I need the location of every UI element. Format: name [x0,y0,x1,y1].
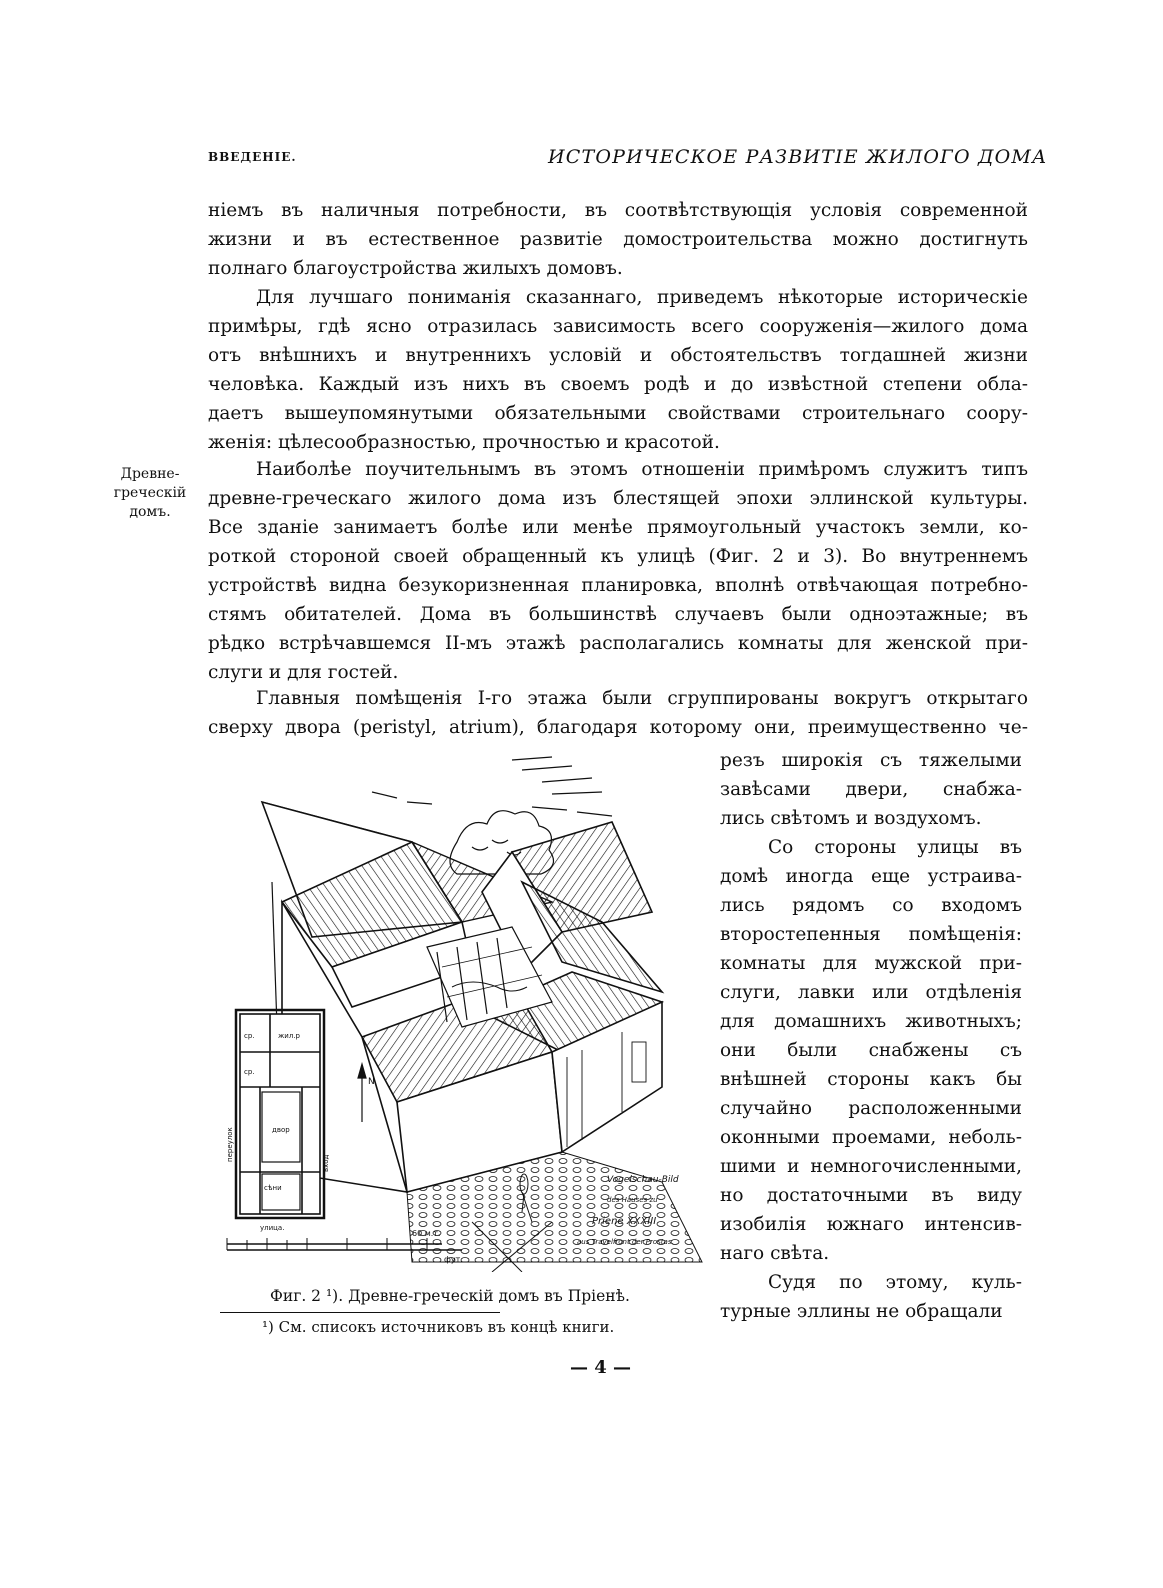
credit-line: Priene XXXIII [592,1216,657,1227]
text-line: Со стороны улицы въ [768,837,1022,858]
text-line: оконными проемами, неболь- [720,1127,1022,1148]
plan-label-vestibule: сѣни [264,1184,282,1192]
scale-label-metres: 60 м.т. [412,1229,441,1238]
text-line: рѣдко встрѣчавшемся II-мъ этажѣ располагались комнаты для женской при- [208,633,1028,654]
text-line: Все зданіе занимаетъ болѣе или менѣе прямоугольный участокъ земли, ко- [208,517,1028,538]
house-illustration [222,752,708,1272]
page-number: — 4 — [570,1357,632,1378]
text-line: они были снабжены съ [720,1040,1022,1061]
margin-note-line: греческій [113,485,187,501]
text-line: наго свѣта. [720,1243,830,1264]
text-line: отъ внѣшнихъ и внутреннихъ условій и обстоятельствъ тогдашней жизни [208,345,1028,366]
text-line: слуги и для гостей. [208,662,399,683]
compass-label: N [368,1077,375,1087]
text-line: домѣ иногда еще устраива- [720,866,1022,887]
plan-label-room: ср. [244,1032,255,1040]
text-line: резъ широкія съ тяжелыми [720,750,1022,771]
floor-plan [226,1010,330,1232]
running-header-title: ИСТОРИЧЕСКОЕ РАЗВИТІЕ ЖИЛОГО ДОМА [548,146,1048,168]
text-line: роткой стороной своей обращенный къ улицѣ (Фиг. 2 и 3). Во внутреннемъ [208,546,1028,567]
text-line: но достаточными въ виду [720,1185,1022,1206]
margin-note-line: Древне- [120,466,180,482]
credit-line: Vogelschau-Bild [607,1175,679,1185]
text-line: Судя по этому, куль- [768,1272,1022,1293]
text-line: Наиболѣе поучительнымъ въ этомъ отношеніи примѣромъ служитъ типъ [256,459,1028,480]
running-header-left: ВВЕДЕНІЕ. [208,150,297,164]
text-line: устройствѣ видна безукоризненная планировка, вполнѣ отвѣчающая потребно- [208,575,1028,596]
plan-label-room-2: ср. [244,1068,255,1076]
text-line: жизни и въ естественное развитіе домостроительства можно достигнуть [208,229,1028,250]
text-line: Главныя помѣщенія I-го этажа были сгруппированы вокругъ открытаго [256,688,1028,709]
sky-strokes [372,757,612,816]
text-line: ніемъ въ наличныя потребности, въ соотвѣтствующія условія современной [208,200,1028,221]
plan-label-living-room: жил.р [278,1032,300,1040]
credit-line: aus Travelfront der Prostas. [577,1238,674,1246]
margin-note-line: домъ. [129,504,171,520]
text-line: сверху двора (peristyl, atrium), благодаря которому они, преимущественно че- [208,717,1028,738]
plan-label-lane: переулок [226,1127,234,1162]
plan-label-courtyard: двор [272,1126,290,1134]
text-line: Для лучшаго пониманія сказаннаго, приведемъ нѣкоторые историческіе [256,287,1028,308]
text-line: турные эллины не обращали [720,1301,1003,1322]
text-line: второстепенныя помѣщенія: [720,924,1022,945]
text-line: для домашнихъ животныхъ; [720,1011,1022,1032]
text-line: древне-греческаго жилого дома изъ блестящей эпохи эллинской культуры. [208,488,1028,509]
text-line: изобилія южнаго интенсив- [720,1214,1022,1235]
paragraph-continuation [208,196,1028,283]
text-line: комнаты для мужской при- [720,953,1022,974]
paragraph-main-rooms [208,684,1028,742]
plan-label-entrance: вход [322,1154,330,1172]
credit-line: des Hauses zu [607,1196,658,1204]
text-line: стямъ обитателей. Дома въ большинствѣ случаевъ были одноэтажные; въ [208,604,1028,625]
margin-note [100,465,200,522]
figure-greek-house [222,752,708,1272]
scale-label-feet: фут. [444,1255,463,1264]
text-line: женія: цѣлесообразностью, прочностью и красотой. [208,432,720,453]
footnote: ¹) См. списокъ источниковъ въ концѣ книги. [262,1318,615,1336]
text-line: примѣры, гдѣ ясно отразилась зависимость всего сооруженія—жилого дома [208,316,1028,337]
figure-caption: Фиг. 2 ¹). Древне-греческій домъ въ Пріенѣ. [270,1287,630,1305]
text-line: полнаго благоустройства жилыхъ домовъ. [208,258,623,279]
paragraph-historical-examples [208,283,1028,457]
text-line: слуги, лавки или отдѣленія [720,982,1022,1003]
text-line: лись свѣтомъ и воздухомъ. [720,808,982,829]
text-line: человѣка. Каждый изъ нихъ въ своемъ родѣ и до извѣстной степени обла- [208,374,1028,395]
plan-label-street: улица. [260,1224,285,1232]
text-line: даетъ вышеупомянутыми обязательными свойствами строительнаго соору- [208,403,1028,424]
footnote-rule [220,1312,500,1313]
right-text-column [720,746,1022,1326]
paragraph-greek-house [208,455,1028,687]
text-line: лись рядомъ со входомъ [720,895,1022,916]
text-line: внѣшней стороны какъ бы [720,1069,1022,1090]
text-line: случайно расположенными [720,1098,1022,1119]
text-line: шими и немногочисленными, [720,1156,1022,1177]
text-line: завѣсами двери, снабжа- [720,779,1022,800]
